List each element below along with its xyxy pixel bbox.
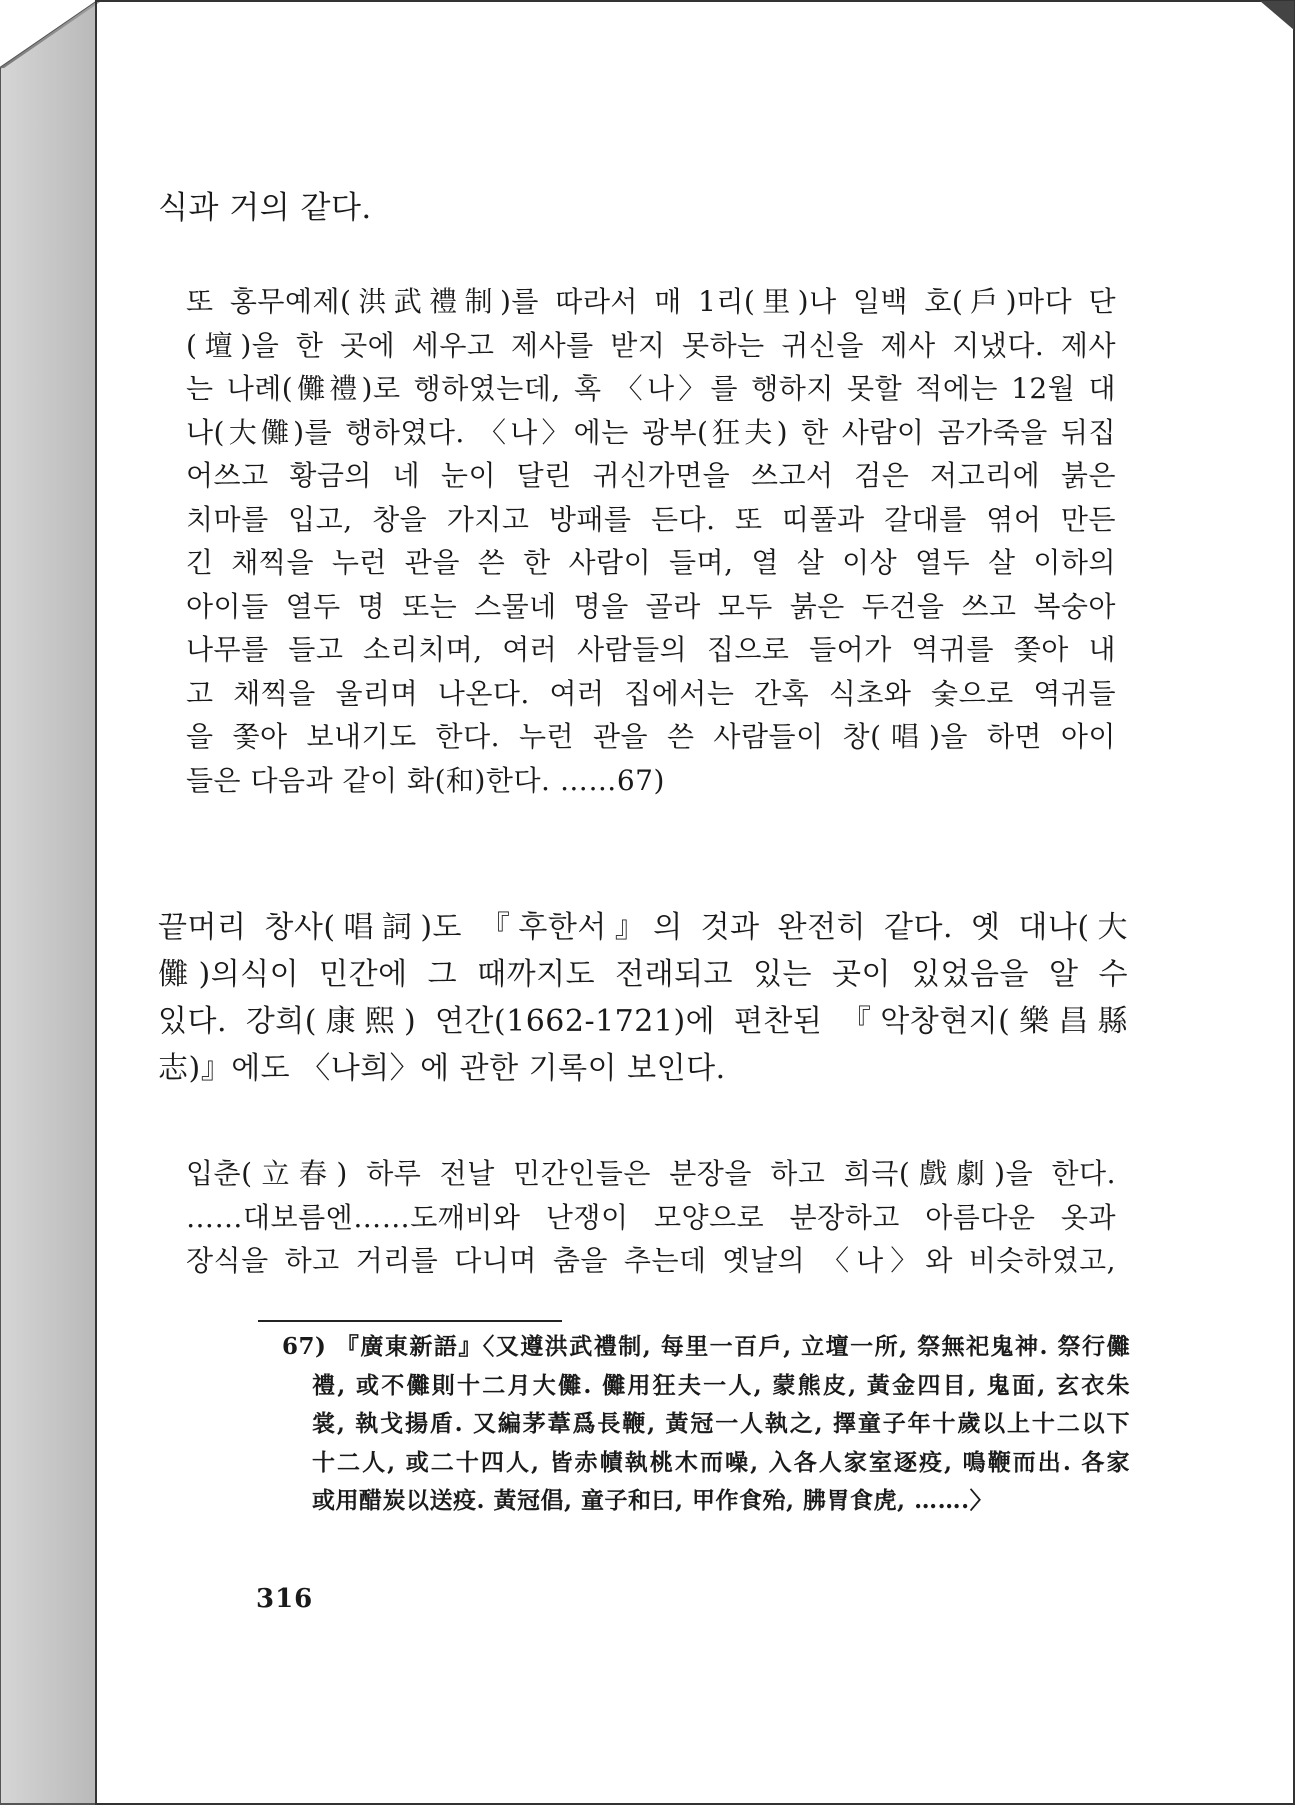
body-line: 식과 거의 같다.	[158, 190, 372, 226]
quote-line: 긴 채찍을 누런 관을 쓴 한 사람이 들며, 열 살 이상 열두 살 이하의	[186, 546, 1116, 579]
footnote-line: 禮, 或不儺則十二月大儺. 儺用狂夫一人, 蒙熊皮, 黃金四目, 鬼面, 玄衣朱	[312, 1371, 1130, 1399]
body-line: 儺)의식이 민간에 그 때까지도 전래되고 있는 곳이 있었음을 알 수	[158, 957, 1128, 992]
body-line: 志)』에도 〈나희〉에 관한 기록이 보인다.	[158, 1051, 726, 1086]
quote-line: 장식을 하고 거리를 다니며 춤을 추는데 옛날의 〈나〉와 비슷하였고,	[186, 1244, 1116, 1277]
page-number: 316	[256, 1584, 314, 1614]
footnote-line: 裳, 執戈揚盾. 又編茅葦爲長鞭, 黃冠一人執之, 擇童子年十歲以上十二以下	[312, 1410, 1130, 1437]
quote-line: 고 채찍을 울리며 나온다. 여러 집에서는 간혹 식초와 숯으로 역귀들	[186, 676, 1116, 710]
body-line: 끝머리 창사(唱詞)도 『후한서』의 것과 완전히 같다. 옛 대나(大	[158, 910, 1128, 945]
footnote-line: 或用醋炭以送疫. 黃冠倡, 童子和曰, 甲作食殆, 胇胃食虎, …….〉	[312, 1487, 994, 1514]
opening-line	[158, 182, 1128, 227]
footnote-line: 十二人, 或二十四人, 皆赤幘執桃木而噪, 入各人家室逐疫, 鳴鞭而出. 各家	[312, 1448, 1130, 1476]
quote-line: 입춘(立春) 하루 전날 민간인들은 분장을 하고 희극(戲劇)을 한다.	[186, 1157, 1116, 1190]
quote-line: ……대보름엔……도깨비와 난쟁이 모양으로 분장하고 아름다운 옷과	[186, 1200, 1116, 1234]
block-quote-1	[186, 280, 1116, 802]
quote-line: (壇)을 한 곳에 세우고 제사를 받지 못하는 귀신을 제사 지냈다. 제사	[186, 328, 1116, 362]
body-line: 있다. 강희(康熙) 연간(1662-1721)에 편찬된 『악창현지(樂昌縣	[158, 1004, 1128, 1039]
quote-line: 또 홍무예제(洪武禮制)를 따라서 매 1리(里)나 일백 호(戶)마다 단	[186, 285, 1116, 318]
quote-line: 들은 다음과 같이 화(和)한다. ……67)	[186, 763, 665, 797]
quote-line: 어쓰고 황금의 네 눈이 달린 귀신가면을 쓰고서 검은 저고리에 붉은	[186, 459, 1116, 492]
quote-line: 나무를 들고 소리치며, 여러 사람들의 집으로 들어가 역귀를 쫓아 내	[186, 633, 1116, 666]
quote-line: 을 쫓아 보내기도 한다. 누런 관을 쓴 사람들이 창(唱)을 하면 아이	[186, 720, 1116, 753]
footnote-line: 67) 『廣東新語』〈又遵洪武禮制, 每里一百戶, 立壇一所, 祭無祀鬼神. 祭行儺	[282, 1333, 1130, 1360]
quote-line: 치마를 입고, 창을 가지고 방패를 든다. 또 띠풀과 갈대를 엮어 만든	[186, 502, 1116, 536]
quote-line: 는 나례(儺禮)로 행하였는데, 혹 〈나〉를 행하지 못할 적에는 12월 대	[186, 372, 1116, 405]
footnote-block	[282, 1328, 1130, 1521]
body-paragraph	[158, 904, 1128, 1092]
block-quote-2	[186, 1152, 1116, 1283]
quote-line: 나(大儺)를 행하였다. 〈나〉에는 광부(狂夫) 한 사람이 곰가죽을 뒤집	[186, 415, 1116, 449]
quote-line: 아이들 열두 명 또는 스물네 명을 골라 모두 붉은 두건을 쓰고 복숭아	[186, 589, 1116, 623]
footnote-divider	[258, 1320, 562, 1322]
